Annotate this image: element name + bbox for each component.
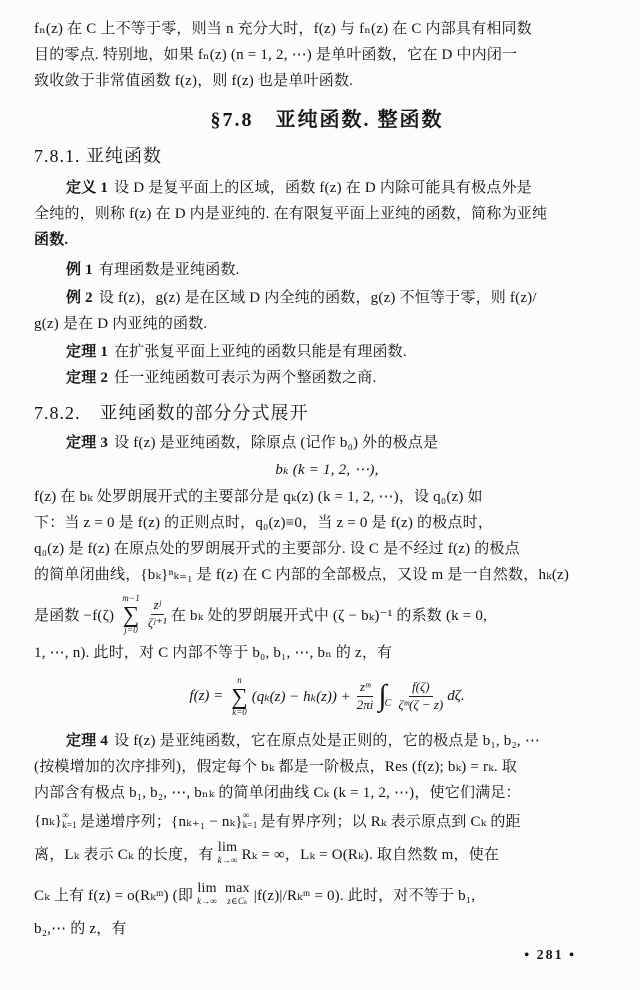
theorem-3-line: 的简单闭曲线，{bₖ}ⁿₖ₌₁ 是 f(z) 在 C 内部的全部极点，又设 m 是一自然数，hₖ(z): [34, 567, 570, 583]
sigma-glyph: ∑: [122, 601, 140, 627]
example-1-label: 例 1: [66, 262, 93, 278]
intro-line: fₙ(z) 在 C 上不等于零，则当 n 充分大时，f(z) 与 fₙ(z) 在 C 内部具有相同数: [34, 21, 532, 37]
theorem-4-text: 设 f(z) 是亚纯函数，它在原点处是正则的，它的极点是 b₁, b₂, ⋯: [114, 733, 541, 749]
theorem-4-limit-line: [34, 834, 620, 872]
theorem-3-sum-line: [34, 589, 620, 639]
lim-word: lim: [197, 880, 217, 896]
theorem-4-limmax-line: [34, 872, 620, 916]
theorem-1: [34, 339, 620, 365]
sum-line-post-text: 在 bₖ 处的罗朗展开式中 (ζ − bₖ)⁻¹ 的系数 (k = 0,: [170, 607, 488, 624]
example-1-text: 有理函数是亚纯函数.: [98, 262, 240, 278]
definition-1-line: 函数.: [34, 232, 69, 248]
theorem-3-line: f(z) 在 bₖ 处罗朗展开式的主要部分是 qₖ(z) (k = 1, 2, ⋯)，设 q₀(z) 如: [34, 489, 483, 505]
limit-operator: [197, 882, 217, 906]
stack-subscript: k=1: [62, 820, 77, 830]
theorem-4-label: 定理 4: [66, 733, 109, 749]
stack-subscript: k=1: [242, 820, 258, 830]
theorem-4-line: (按模增加的次序排列)，假定每个 bₖ 都是一阶极点，Res (f(z); bₖ) = rₖ. 取: [34, 759, 517, 775]
example-1: [34, 257, 620, 283]
theorem-2-text: 任一亚纯函数可表示为两个整函数之商.: [114, 370, 377, 386]
theorem-2-label: 定理 2: [66, 370, 109, 386]
contour-integral: [378, 681, 393, 711]
summation-upper-limit: m−1: [122, 592, 140, 603]
supsub-stack: [243, 810, 258, 831]
example-2: [34, 285, 620, 337]
definition-1-line: [34, 175, 620, 201]
lim-subscript: k→∞: [217, 854, 238, 865]
fraction-numerator: zᵐ: [357, 679, 373, 696]
coefficient-fraction: [357, 679, 374, 713]
inline-fraction: [148, 597, 167, 631]
subsection-782-title: 7.8.2. 亚纯函数的部分分式展开: [34, 403, 309, 423]
example-2-label: 例 2: [66, 290, 93, 306]
definition-1-label: 定义 1: [66, 180, 109, 196]
fraction-denominator: 2πi: [356, 696, 374, 712]
max-word: max: [225, 880, 250, 896]
fraction-numerator: f(ζ): [409, 679, 433, 696]
theorem-3-text: 设 f(z) 是亚纯函数，除原点 (记作 b₀) 外的极点是: [114, 435, 439, 451]
theorem-4-sequence-line: [34, 806, 620, 834]
summation-upper-limit: n: [237, 674, 242, 685]
summation-lower-limit: k=0: [232, 706, 247, 717]
summation-symbol: [231, 676, 247, 717]
theorem-3-label: 定理 3: [66, 435, 109, 451]
theorem-4: [34, 728, 620, 942]
limit-line-pre-text: 离，Lₖ 表示 Cₖ 的长度，有: [34, 846, 214, 863]
definition-1: [34, 175, 620, 253]
definition-1-line: 全纯的，则称 f(z) 在 D 内是亚纯的. 在有限复平面上亚纯的函数，简称为亚纯: [34, 206, 548, 222]
intro-line: 目的零点. 特别地，如果 fₙ(z) (n = 1, 2, ⋯) 是单叶函数，它在 D 中内闭一: [34, 47, 518, 63]
theorem-3-line: 1, ⋯, n). 此时，对 C 内部不等于 b₀, b₁, ⋯, bₙ 的 z，有: [34, 645, 393, 661]
definition-1-text: 设 D 是复平面上的区域，函数 f(z) 在 D 内除可能具有极点外是: [114, 180, 532, 196]
max-subscript: z∈Cₖ: [227, 895, 248, 906]
poles-formula: bₖ (k = 1, 2, ⋯),: [275, 462, 379, 478]
theorem-4-line: [34, 728, 620, 754]
supsub-stack: [62, 810, 77, 831]
stack-superscript: ∞: [62, 809, 69, 820]
intro-line: 致收敛于非常值函数 f(z)，则 f(z) 也是单叶函数.: [34, 73, 354, 89]
limmax-line-post-text: |f(z)|/Rₖᵐ = 0). 此时，对不等于 b₁,: [253, 887, 476, 904]
summation-lower-limit: j=0: [124, 624, 138, 635]
theorem-4-line: b₂,⋯ 的 z，有: [34, 921, 127, 937]
sequence-text: 是有界序列；以 Rₖ 表示原点到 Cₖ 的距: [260, 813, 521, 830]
formula-differential: dζ.: [447, 687, 465, 704]
fraction-denominator: ζᵐ(ζ − z): [398, 696, 444, 712]
intro-paragraph: [34, 16, 620, 94]
integrand-fraction: [398, 679, 443, 713]
theorem-3-line: [34, 430, 620, 456]
lim-word: lim: [217, 839, 238, 855]
theorem-4-line: 内部含有极点 b₁, b₂, ⋯, bₙₖ 的简单闭曲线 Cₖ (k = 1, 2, ⋯)，使它们满足：: [34, 785, 521, 801]
fraction-denominator: ζʲ⁺¹: [147, 614, 167, 630]
theorem-1-text: 在扩张复平面上亚纯的函数只能是有理函数.: [114, 344, 407, 360]
partial-fraction-formula: [34, 668, 620, 724]
integral-contour-label: C: [384, 698, 392, 709]
example-2-text: 设 f(z)，g(z) 是在区域 D 内全纯的函数，g(z) 不恒等于零，则 f(z)/: [98, 290, 537, 306]
theorem-2: [34, 365, 620, 391]
example-2-line: [34, 285, 620, 311]
theorem-3-line: 下：当 z = 0 是 f(z) 的正则点时，q₀(z)≡0，当 z = 0 是 f(z) 的极点时，: [34, 515, 494, 531]
sequence-text: {nₖ}: [34, 812, 63, 829]
stack-superscript: ∞: [242, 809, 250, 820]
limit-line-post-text: Rₖ = ∞，Lₖ = O(Rₖ). 取自然数 m，使在: [241, 846, 500, 863]
subsection-781-title: 7.8.1. 亚纯函数: [34, 146, 162, 166]
limit-operator: [218, 841, 238, 865]
limmax-line-pre-text: Cₖ 上有 f(z) = o(Rₖᵐ) (即: [34, 887, 194, 904]
summation-symbol: [122, 594, 140, 635]
formula-mid: (qₖ(z) − hₖ(z)) +: [251, 688, 351, 705]
sigma-glyph: ∑: [231, 683, 248, 709]
formula-lhs: f(z) =: [189, 687, 224, 704]
max-operator: [225, 882, 250, 906]
theorem-3: [34, 430, 620, 666]
sequence-text: 是递增序列；{nₖ₊₁ − nₖ}: [79, 813, 243, 830]
section-title: §7.8 亚纯函数. 整函数: [210, 109, 444, 131]
lim-subscript: k→∞: [197, 895, 218, 906]
page-number: • 281 •: [524, 948, 576, 963]
theorem-3-line: q₀(z) 是 f(z) 在原点处的罗朗展开式的主要部分. 设 C 是不经过 f(z) 的极点: [34, 541, 520, 557]
sum-line-pre-text: 是函数 −f(ζ): [34, 607, 115, 624]
fraction-numerator: zʲ: [151, 597, 165, 614]
theorem-1-label: 定理 1: [66, 344, 109, 360]
example-2-line: g(z) 是在 D 内亚纯的函数.: [34, 316, 208, 332]
integral-sign: ∫: [378, 679, 387, 712]
